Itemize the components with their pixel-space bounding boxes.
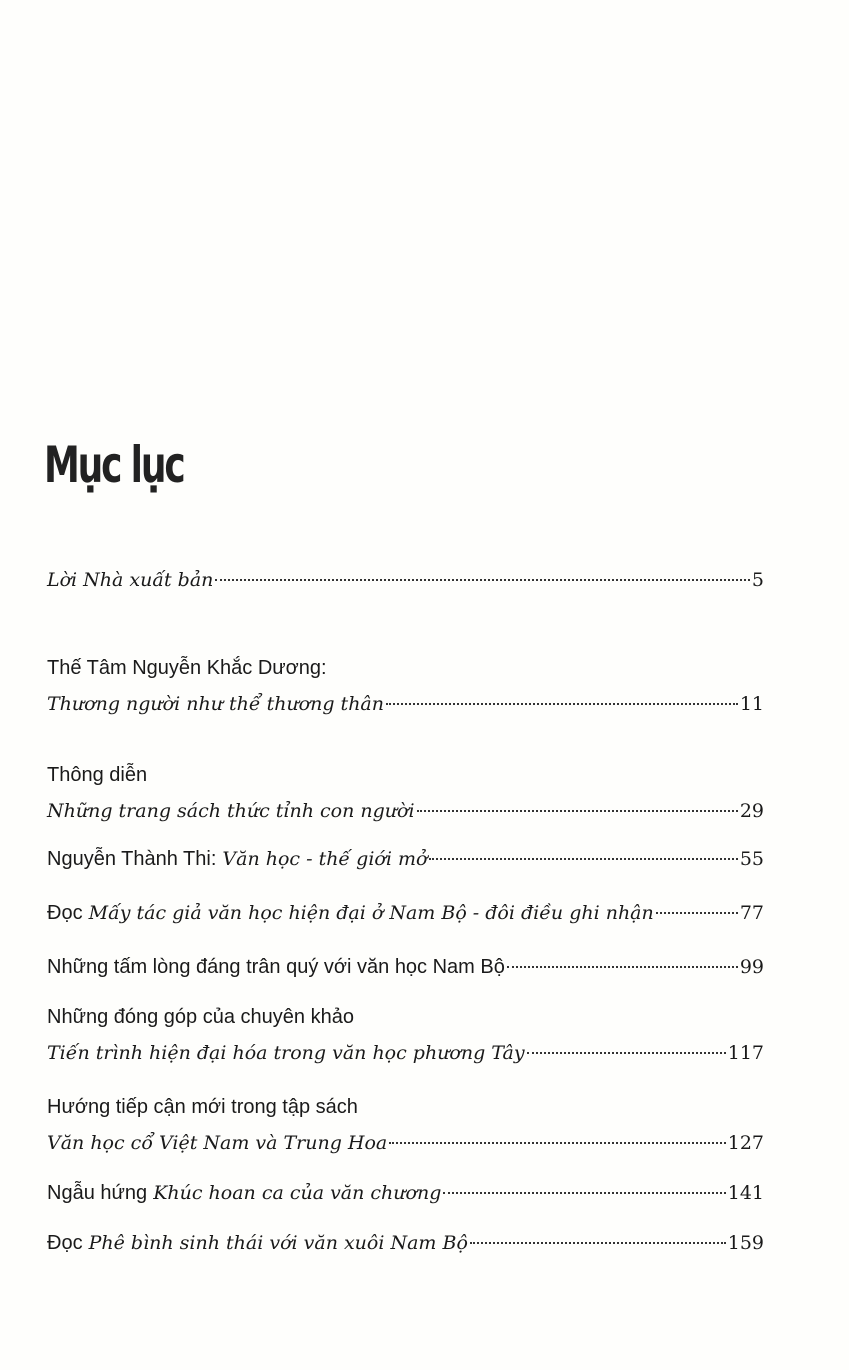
toc-page-number: 117 [727,1042,764,1064]
table-of-contents [47,562,764,1261]
toc-entry-title: Những trang sách thức tỉnh con người [47,800,415,822]
toc-entry-title: Phê bình sinh thái với văn xuôi Nam Bộ [88,1232,468,1254]
dot-leader [417,809,738,812]
toc-page-number: 5 [751,569,764,591]
toc-page-number: 127 [727,1132,764,1154]
toc-entry[interactable] [47,1089,764,1161]
toc-entry-prefix: Nguyễn Thành Thi: [47,848,217,870]
toc-page-number: 141 [727,1182,764,1204]
toc-entry-heading: Những đóng góp của chuyên khảo [47,1006,354,1028]
toc-entry-heading: Thông diễn [47,764,148,786]
toc-entry-prefix: Những tấm lòng đáng trân quý với văn học Nam Bộ [47,956,505,978]
dot-leader [386,702,738,705]
toc-page-number: 77 [739,902,764,924]
toc-entry-prefix: Đọc [47,902,83,924]
toc-entry-title: Khúc hoan ca của văn chương [153,1182,442,1204]
toc-page-number: 29 [739,800,764,822]
toc-page-number: 55 [739,848,764,870]
dot-leader [527,1051,726,1054]
toc-entry-title: Tiến trình hiện đại hóa trong văn học phương Tây [47,1042,525,1064]
toc-entry[interactable] [47,757,764,829]
toc-entry[interactable] [47,1175,764,1211]
toc-entry[interactable] [47,1225,764,1261]
dot-leader [507,965,738,968]
toc-entry-title: Văn học cổ Việt Nam và Trung Hoa [47,1132,388,1154]
dot-leader [656,911,738,914]
toc-entry-title: Mấy tác giả văn học hiện đại ở Nam Bộ - đôi điều ghi nhận [88,902,654,924]
page-title: Mục lục [44,436,184,494]
dot-leader [429,857,737,860]
toc-entry-title: Lời Nhà xuất bản [47,569,214,591]
toc-entry-title: Thương người như thể thương thân [47,693,384,715]
toc-entry-heading: Hướng tiếp cận mới trong tập sách [47,1096,358,1118]
dot-leader [215,578,750,581]
toc-entry[interactable] [47,562,764,598]
toc-entry[interactable] [47,949,764,985]
toc-entry-prefix: Ngẫu hứng [47,1182,148,1204]
toc-page-number: 159 [727,1232,764,1254]
toc-entry[interactable] [47,841,764,877]
dot-leader [470,1241,726,1244]
toc-page-number: 99 [739,956,764,978]
toc-entry[interactable] [47,895,764,931]
dot-leader [389,1141,725,1144]
dot-leader [443,1191,725,1194]
toc-entry[interactable] [47,999,764,1071]
toc-entry-prefix: Đọc [47,1232,83,1254]
toc-entry-heading: Thế Tâm Nguyễn Khắc Dương: [47,657,327,679]
toc-entry[interactable] [47,650,764,722]
toc-entry-title: Văn học - thế giới mở [222,848,428,870]
toc-page-number: 11 [739,693,764,715]
